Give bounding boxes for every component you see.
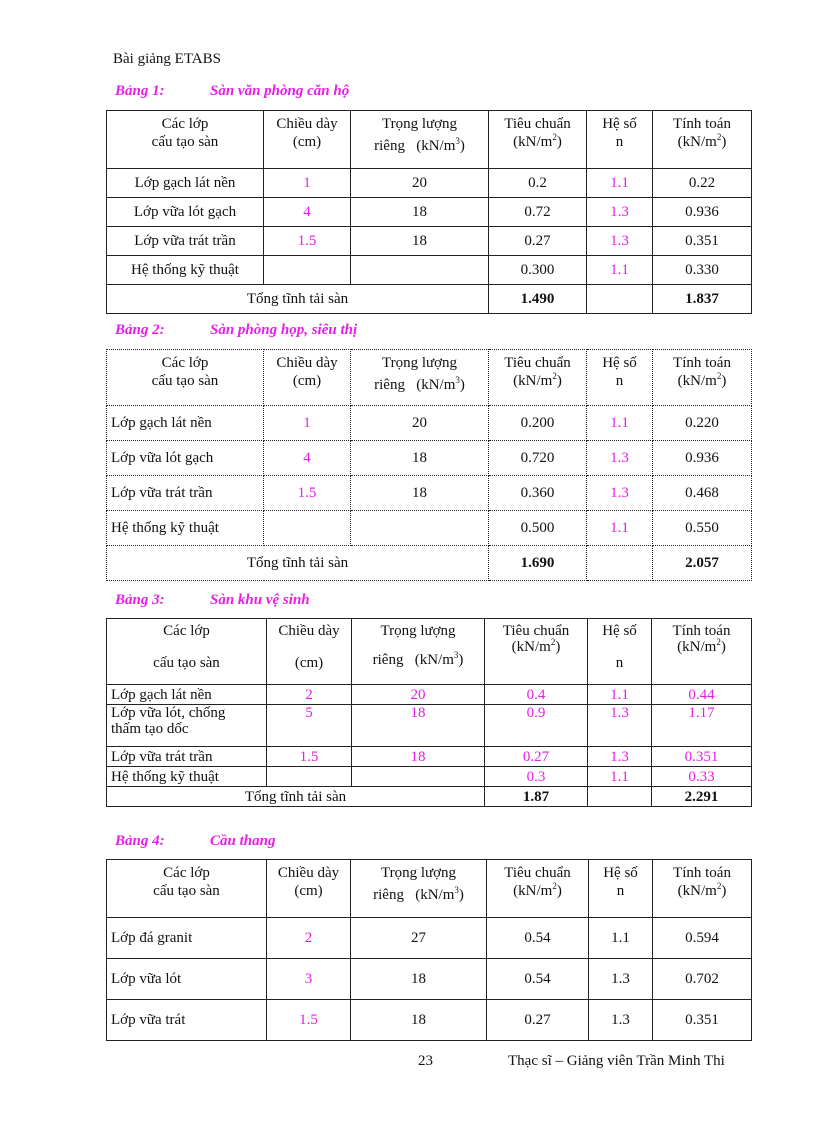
cell-name: Hệ thống kỹ thuật: [107, 256, 264, 285]
total-factor-empty: [587, 285, 653, 314]
cell-weight: 18: [351, 441, 489, 476]
cell-weight: 18: [352, 705, 485, 747]
table-4-title: Cầu thang: [210, 833, 276, 849]
cell-standard: 0.300: [489, 256, 587, 285]
table-total-row: [107, 285, 752, 314]
table-2-title: Sàn phòng họp, siêu thị: [210, 322, 358, 338]
header-weight-unit: (kN/m: [416, 138, 456, 154]
cell-thickness: 2: [267, 685, 352, 705]
cell-standard: 0.54: [487, 918, 589, 959]
cell-thickness: 3: [267, 959, 351, 1000]
header-standard-label: Tiêu chuẩn: [504, 116, 571, 132]
cell-name: Hệ thống kỹ thuật: [107, 767, 267, 787]
cell-name: Lớp vữa lót: [107, 959, 267, 1000]
cell-name: Lớp vữa lót gạch: [107, 198, 264, 227]
header-standard-close: ): [556, 883, 562, 899]
total-design: 2.057: [653, 546, 752, 581]
table-3-title: Sàn khu vệ sinh: [210, 592, 310, 608]
header-weight-exp: 3: [455, 136, 460, 146]
cell-weight: 27: [351, 918, 487, 959]
header-layer-bottom: cấu tạo sàn: [153, 655, 220, 671]
header-design-label: Tính toán: [673, 116, 731, 132]
header-weight-label: Trọng lượng: [380, 623, 456, 639]
table-row: [107, 256, 752, 285]
table-row: [107, 767, 752, 787]
cell-weight: 20: [351, 406, 489, 441]
cell-weight: 18: [351, 959, 487, 1000]
cell-design: 0.351: [653, 227, 752, 256]
header-design-exp: 2: [716, 881, 722, 891]
total-label: Tổng tĩnh tải sàn: [107, 546, 489, 581]
cell-name: Lớp vữa trát trần: [107, 476, 264, 511]
header-standard-close: ): [556, 373, 562, 389]
cell-thickness: 1.5: [267, 747, 352, 767]
cell-factor: 1.1: [588, 767, 652, 787]
total-factor-empty: [588, 787, 652, 807]
header-design-close: ): [721, 883, 727, 899]
cell-weight: 18: [351, 227, 489, 256]
cell-design: 0.936: [653, 198, 752, 227]
header-design: [653, 860, 752, 918]
header-weight-exp: 3: [455, 375, 460, 385]
header-thickness-unit: (cm): [292, 134, 322, 150]
header-thickness-unit: (cm): [292, 373, 322, 389]
header-thickness: [264, 350, 351, 406]
header-weight-exp: 3: [454, 885, 459, 895]
table-row: [107, 441, 752, 476]
cell-factor: 1.3: [587, 227, 653, 256]
cell-design: 0.220: [653, 406, 752, 441]
table-row: [107, 511, 752, 546]
header-weight-unit: (kN/m: [416, 377, 456, 393]
header-standard-unit: (kN/m: [513, 134, 553, 150]
header-design-unit: (kN/m: [677, 639, 717, 655]
table-4-header-row: [107, 860, 752, 918]
cell-name: Lớp gạch lát nền: [107, 169, 264, 198]
table-total-row: [107, 787, 752, 807]
cell-thickness: 2: [267, 918, 351, 959]
header-weight-label: Trọng lượng: [381, 355, 458, 371]
cell-weight: 20: [352, 685, 485, 705]
cell-weight: 18: [352, 747, 485, 767]
cell-factor: 1.1: [587, 511, 653, 546]
header-factor-label: Hệ số: [603, 865, 638, 881]
cell-factor: 1.1: [587, 256, 653, 285]
cell-design: 0.44: [652, 685, 752, 705]
header-design-close: ): [720, 639, 726, 655]
header-weight-prefix: riêng: [373, 887, 404, 903]
cell-weight: [351, 256, 489, 285]
cell-factor: 1.3: [587, 441, 653, 476]
cell-name: Lớp vữa lót, chống thấm tạo dốc: [107, 705, 267, 747]
cell-standard: 0.27: [489, 227, 587, 256]
cell-standard: 0.4: [485, 685, 588, 705]
header-factor-symbol: n: [615, 373, 624, 389]
cell-standard: 0.54: [487, 959, 589, 1000]
table-1: [106, 110, 752, 314]
cell-standard: 0.27: [485, 747, 588, 767]
header-factor-symbol: n: [615, 134, 624, 150]
header-standard-unit: (kN/m: [513, 373, 553, 389]
cell-thickness: 1.5: [264, 476, 351, 511]
document-header: Bài giảng ETABS: [113, 51, 221, 67]
table-3-label: Bảng 3:: [115, 592, 165, 608]
table-3-header-row: [107, 619, 752, 685]
header-weight-close: ): [459, 138, 465, 154]
header-standard-exp: 2: [550, 637, 556, 647]
cell-name: Lớp gạch lát nền: [107, 406, 264, 441]
cell-factor: 1.3: [587, 476, 653, 511]
cell-name: Lớp gạch lát nền: [107, 685, 267, 705]
table-row: [107, 705, 752, 747]
total-standard: 1.690: [489, 546, 587, 581]
header-weight-unit: (kN/m: [415, 887, 455, 903]
cell-standard: 0.3: [485, 767, 588, 787]
header-standard-close: ): [556, 134, 562, 150]
header-standard-unit: (kN/m: [513, 883, 553, 899]
header-design-exp: 2: [716, 637, 721, 647]
header-standard-label: Tiêu chuẩn: [504, 865, 571, 881]
table-total-row: [107, 546, 752, 581]
header-thickness: [267, 619, 352, 685]
header-weight: [351, 350, 489, 406]
cell-design: 0.936: [653, 441, 752, 476]
header-weight-label: Trọng lượng: [381, 116, 458, 132]
table-row: [107, 959, 752, 1000]
cell-factor: 1.3: [589, 1000, 653, 1041]
cell-design: 0.550: [653, 511, 752, 546]
table-1-label: Bảng 1:: [115, 83, 165, 99]
header-factor-symbol: n: [616, 883, 625, 899]
header-design: [653, 111, 752, 169]
header-weight-prefix: riêng: [372, 652, 404, 668]
cell-factor: 1.3: [588, 747, 652, 767]
cell-design: 0.594: [653, 918, 752, 959]
header-design-exp: 2: [716, 371, 722, 381]
cell-design: 0.351: [652, 747, 752, 767]
cell-thickness: 1: [264, 406, 351, 441]
table-2-header-row: [107, 350, 752, 406]
cell-thickness: [264, 511, 351, 546]
header-weight: [352, 619, 485, 685]
cell-factor: 1.1: [589, 918, 653, 959]
header-weight-label: Trọng lượng: [380, 865, 457, 881]
table-1-header-row: [107, 111, 752, 169]
cell-weight: [352, 767, 485, 787]
cell-design: 0.702: [653, 959, 752, 1000]
header-standard-exp: 2: [552, 132, 557, 142]
cell-factor: 1.1: [587, 169, 653, 198]
cell-thickness: 1: [264, 169, 351, 198]
header-weight: [351, 860, 487, 918]
total-design: 1.837: [653, 285, 752, 314]
cell-standard: 0.9: [485, 705, 588, 747]
cell-name: Lớp vữa trát: [107, 1000, 267, 1041]
cell-factor: 1.3: [587, 198, 653, 227]
header-factor-label: Hệ số: [602, 116, 637, 132]
total-standard: 1.490: [489, 285, 587, 314]
header-design-unit: (kN/m: [677, 134, 717, 150]
table-3-caption: [115, 592, 310, 609]
header-layer-top: Các lớp: [163, 623, 210, 639]
cell-factor: 1.1: [587, 406, 653, 441]
table-row: [107, 227, 752, 256]
total-label: Tổng tĩnh tải sàn: [107, 787, 485, 807]
cell-weight: 18: [351, 476, 489, 511]
header-design-label: Tính toán: [673, 355, 731, 371]
cell-thickness: 4: [264, 198, 351, 227]
page-number: 23: [418, 1053, 433, 1069]
cell-name: Lớp vữa lót gạch: [107, 441, 264, 476]
cell-standard: 0.720: [489, 441, 587, 476]
header-thickness-label: Chiều dày: [276, 116, 338, 132]
total-label: Tổng tĩnh tải sàn: [107, 285, 489, 314]
cell-design: 0.351: [653, 1000, 752, 1041]
table-2: [106, 349, 752, 581]
cell-standard: 0.360: [489, 476, 587, 511]
cell-design: 0.468: [653, 476, 752, 511]
table-row: [107, 1000, 752, 1041]
header-thickness: [264, 111, 351, 169]
table-row: [107, 747, 752, 767]
header-design-label: Tính toán: [673, 865, 731, 881]
cell-standard: 0.500: [489, 511, 587, 546]
cell-thickness: 4: [264, 441, 351, 476]
total-standard: 1.87: [485, 787, 588, 807]
header-thickness-label: Chiều dày: [276, 355, 338, 371]
table-1-caption: [115, 83, 349, 100]
table-row: [107, 918, 752, 959]
header-standard: [485, 619, 588, 685]
cell-standard: 0.27: [487, 1000, 589, 1041]
cell-design: 0.22: [653, 169, 752, 198]
header-layer: Các lớp cấu tạo sàn: [107, 111, 264, 169]
header-standard: [489, 350, 587, 406]
cell-weight: 18: [351, 1000, 487, 1041]
cell-name: Lớp đá granit: [107, 918, 267, 959]
header-standard: [487, 860, 589, 918]
header-factor: [589, 860, 653, 918]
cell-thickness: [264, 256, 351, 285]
table-row: [107, 476, 752, 511]
table-row: [107, 198, 752, 227]
table-row: [107, 406, 752, 441]
cell-thickness: 1.5: [267, 1000, 351, 1041]
cell-thickness: 5: [267, 705, 352, 747]
header-thickness-unit: (cm): [294, 883, 323, 899]
table-2-label: Bảng 2:: [115, 322, 165, 338]
header-thickness: [267, 860, 351, 918]
header-standard-exp: 2: [552, 881, 557, 891]
header-weight: [351, 111, 489, 169]
footer-author: Thạc sĩ – Giảng viên Trần Minh Thi: [508, 1053, 725, 1069]
header-design-close: ): [721, 373, 727, 389]
header-layer: Các lớp cấu tạo sàn: [107, 860, 267, 918]
header-standard-label: Tiêu chuẩn: [504, 355, 571, 371]
header-factor: [588, 619, 652, 685]
cell-design: 1.17: [652, 705, 752, 747]
table-row: [107, 169, 752, 198]
header-standard: [489, 111, 587, 169]
cell-name: Lớp vữa trát trần: [107, 747, 267, 767]
header-weight-prefix: riêng: [374, 138, 405, 154]
header-weight-unit: (kN/m: [414, 652, 454, 668]
header-design-label: Tính toán: [672, 623, 731, 639]
table-4-caption: [115, 833, 275, 850]
header-weight-close: ): [458, 652, 464, 668]
header-factor-symbol: n: [615, 655, 624, 671]
header-standard-exp: 2: [552, 371, 557, 381]
cell-standard: 0.72: [489, 198, 587, 227]
cell-standard: 0.2: [489, 169, 587, 198]
header-design: [653, 350, 752, 406]
table-3: [106, 618, 752, 807]
header-factor-label: Hệ số: [602, 623, 637, 639]
header-design-exp: 2: [716, 132, 722, 142]
header-standard-close: ): [555, 639, 561, 655]
header-design-unit: (kN/m: [677, 373, 717, 389]
cell-standard: 0.200: [489, 406, 587, 441]
cell-factor: 1.3: [589, 959, 653, 1000]
total-factor-empty: [587, 546, 653, 581]
table-1-title: Sàn văn phòng căn hộ: [210, 83, 350, 99]
cell-name: Lớp vữa trát trần: [107, 227, 264, 256]
header-design-unit: (kN/m: [677, 883, 717, 899]
header-design-close: ): [721, 134, 727, 150]
header-weight-exp: 3: [453, 650, 459, 660]
header-layer: [107, 619, 267, 685]
table-4-label: Bảng 4:: [115, 833, 165, 849]
header-weight-close: ): [459, 377, 465, 393]
header-factor: [587, 111, 653, 169]
header-factor: [587, 350, 653, 406]
header-standard-unit: (kN/m: [511, 639, 551, 655]
cell-weight: [351, 511, 489, 546]
total-design: 2.291: [652, 787, 752, 807]
cell-design: 0.33: [652, 767, 752, 787]
header-thickness-unit: (cm): [294, 655, 324, 671]
header-thickness-label: Chiều dày: [278, 623, 340, 639]
cell-thickness: 1.5: [264, 227, 351, 256]
header-layer: Các lớp cấu tạo sàn: [107, 350, 264, 406]
table-2-caption: [115, 322, 357, 339]
header-weight-prefix: riêng: [374, 377, 405, 393]
header-weight-close: ): [458, 887, 464, 903]
table-4: [106, 859, 752, 1041]
cell-name: Hệ thống kỹ thuật: [107, 511, 264, 546]
cell-weight: 18: [351, 198, 489, 227]
header-thickness-label: Chiều dày: [277, 865, 340, 881]
cell-factor: 1.1: [588, 685, 652, 705]
header-design: [652, 619, 752, 685]
cell-weight: 20: [351, 169, 489, 198]
table-row: [107, 685, 752, 705]
header-standard-label: Tiêu chuẩn: [502, 623, 570, 639]
cell-design: 0.330: [653, 256, 752, 285]
cell-factor: 1.3: [588, 705, 652, 747]
header-factor-label: Hệ số: [602, 355, 637, 371]
cell-thickness: [267, 767, 352, 787]
